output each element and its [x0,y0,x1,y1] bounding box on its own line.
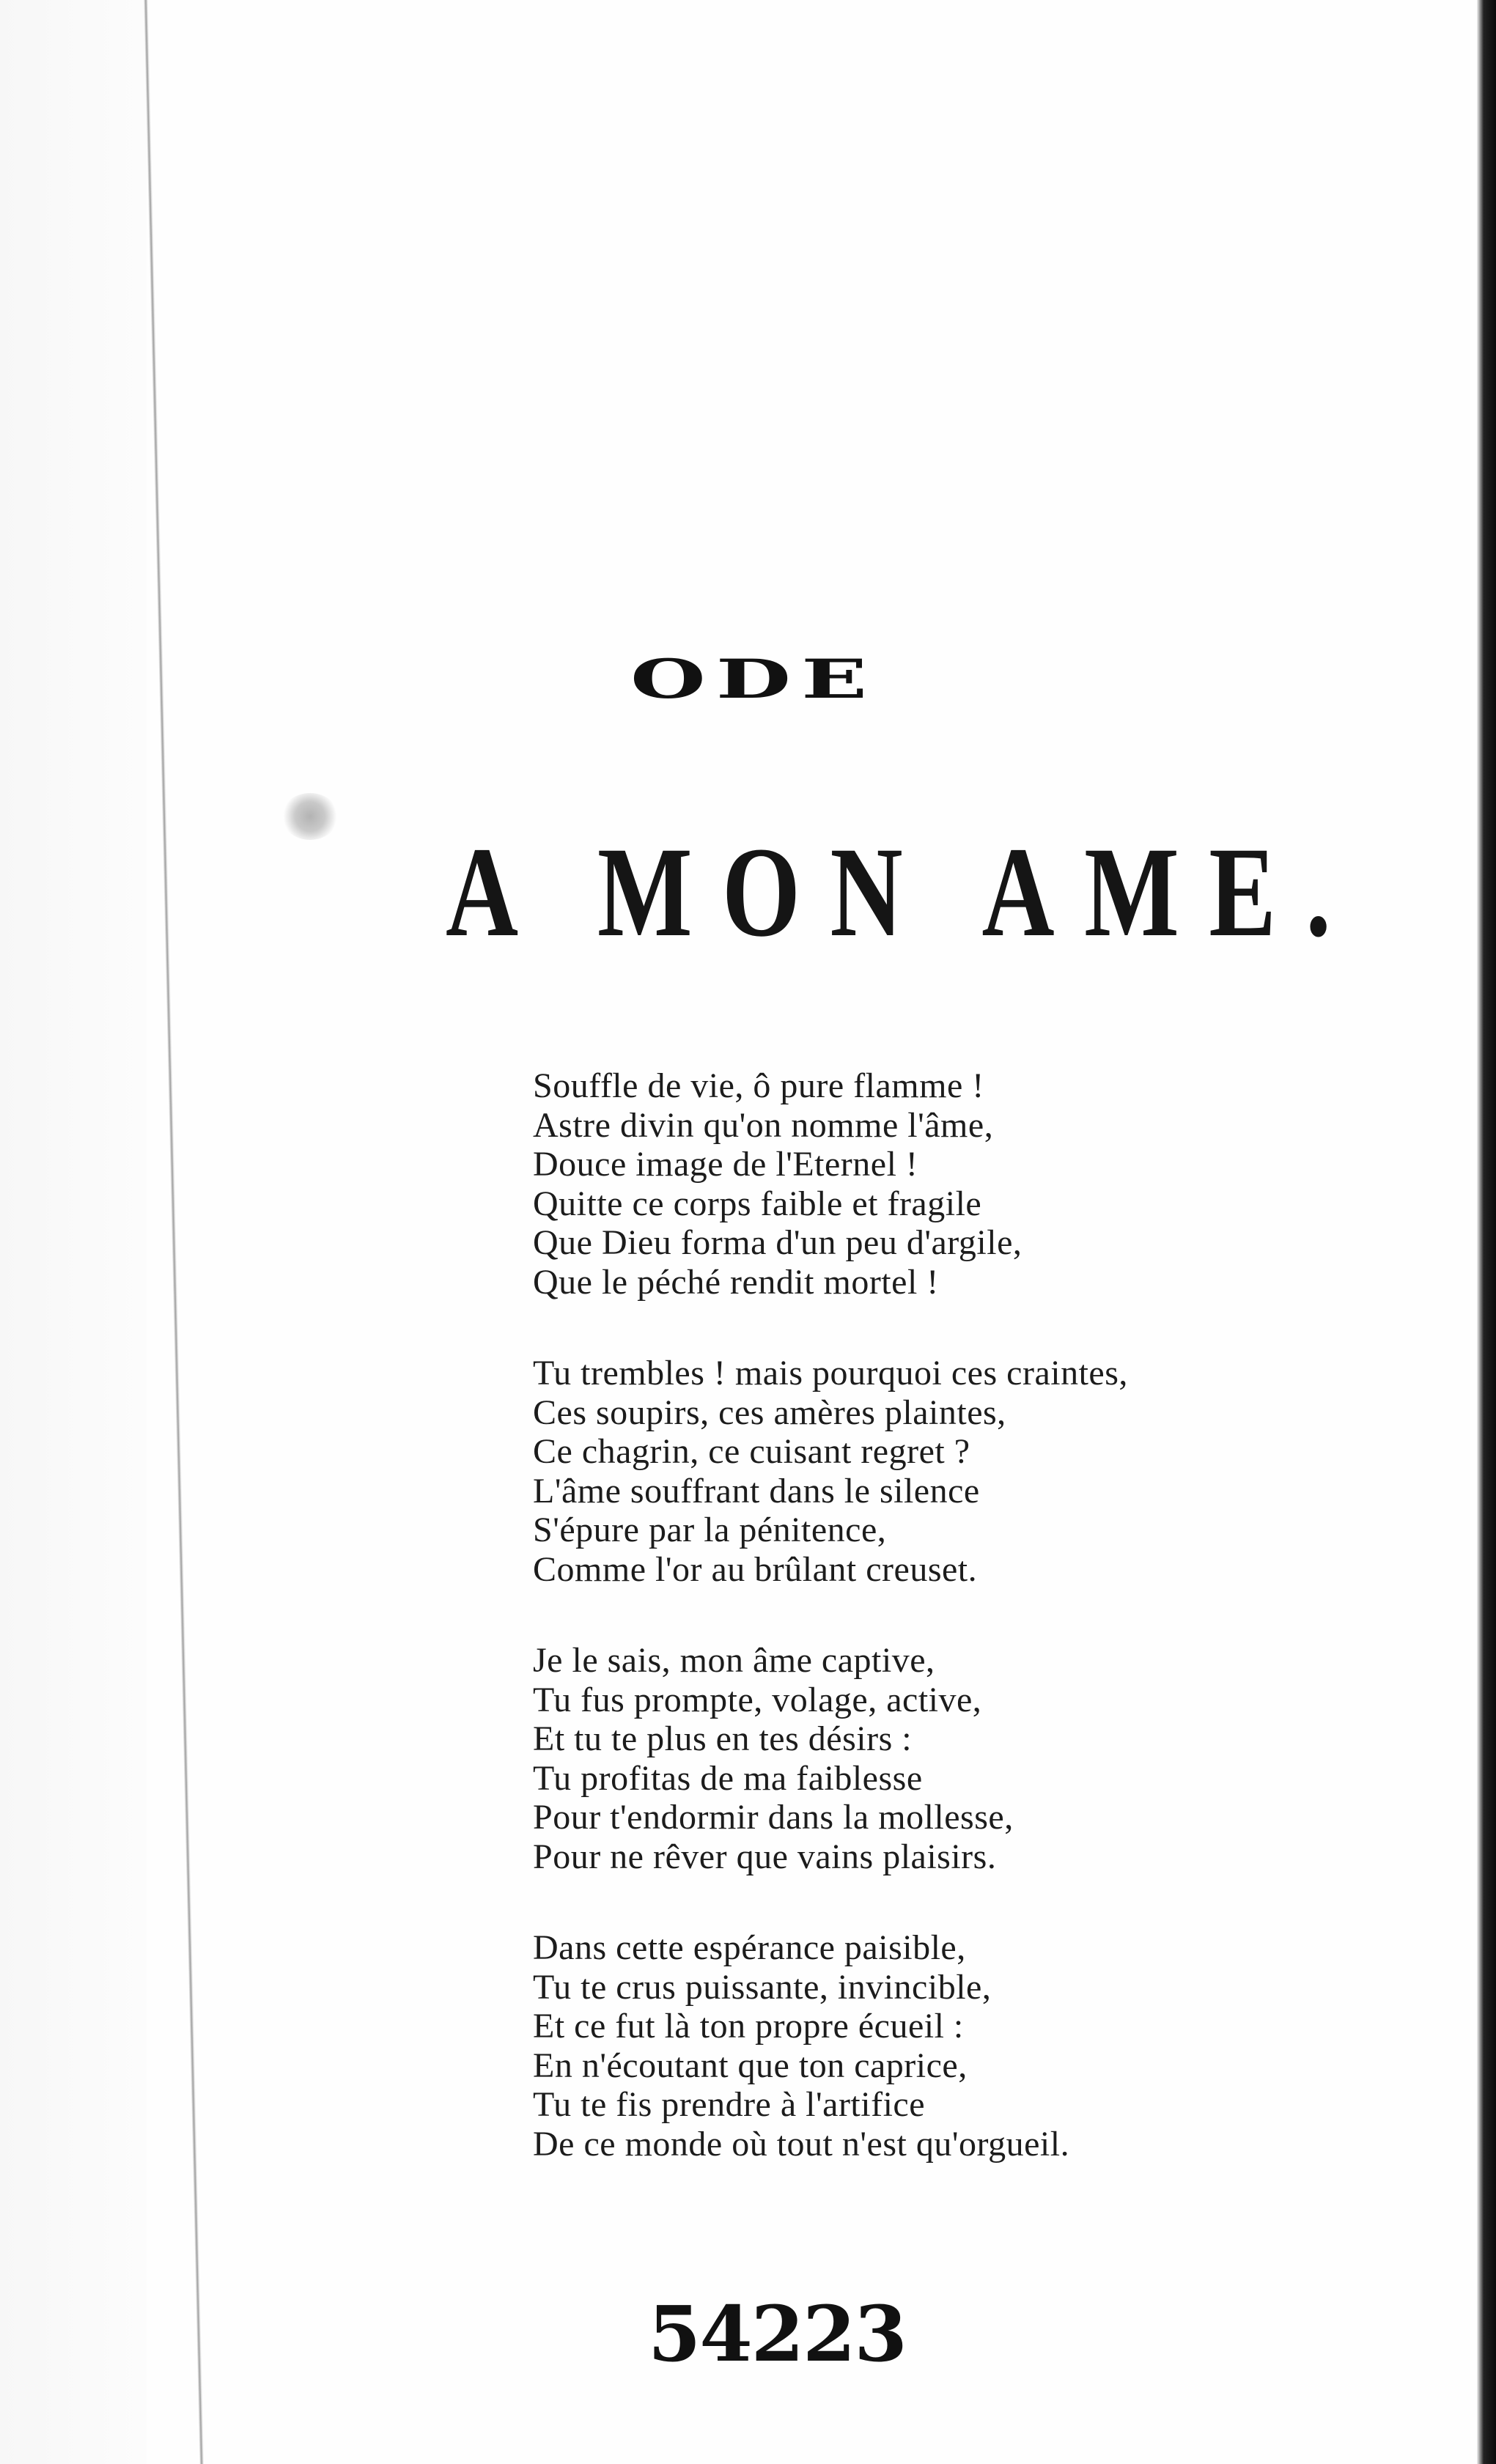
poem-line: En n'écoutant que ton caprice, [533,2046,968,2085]
stanza-1 [533,1066,1354,1302]
poem-body [533,1066,1354,2216]
poem-line: Douce image de l'Eternel ! [533,1145,918,1184]
poem-line: Pour t'endormir dans la mollesse, [533,1798,1014,1837]
poem-line: Tu fus prompte, volage, active, [533,1680,982,1719]
poem-line: Que Dieu forma d'un peu d'argile, [533,1223,1022,1262]
poem-line: S'épure par la pénitence, [533,1511,887,1549]
page-margin-left [0,0,147,2464]
page-number: 54223 [648,2289,906,2379]
poem-line: Tu trembles ! mais pourquoi ces craintes, [533,1354,1128,1393]
stanza-2 [533,1354,1354,1589]
title-main: A MON AME. [446,821,1361,964]
poem-line: Je le sais, mon âme captive, [533,1641,935,1680]
poem-line: De ce monde où tout n'est qu'orgueil. [533,2124,1070,2164]
poem-line: Que le péché rendit mortel ! [533,1262,939,1302]
poem-line: Ce chagrin, ce cuisant regret ? [533,1432,970,1471]
poem-line: Tu te fis prendre à l'artifice [533,2085,926,2124]
ink-smudge [281,793,339,840]
page-edge-shadow [1477,0,1496,2464]
title-ode: ODE [630,647,878,711]
stanza-4 [533,1928,1354,2164]
poem-line: Tu profitas de ma faiblesse [533,1758,923,1798]
poem-line: L'âme souffrant dans le silence [533,1471,980,1511]
poem-line: Dans cette espérance paisible, [533,1928,966,1967]
poem-line: Ces soupirs, ces amères plaintes, [533,1393,1006,1432]
poem-line: Comme l'or au brûlant creuset. [533,1549,978,1589]
poem-line: Tu te crus puissante, invincible, [533,1967,992,2007]
page-fold-line [144,0,204,2464]
poem-line: Pour ne rêver que vains plaisirs. [533,1837,997,1876]
poem-line: Souffle de vie, ô pure flamme ! [533,1066,984,1105]
poem-line: Quitte ce corps faible et fragile [533,1184,982,1223]
stanza-3 [533,1641,1354,1876]
poem-line: Et ce fut là ton propre écueil : [533,2007,964,2046]
poem-line: Et tu te plus en tes désirs : [533,1719,913,1758]
poem-line: Astre divin qu'on nomme l'âme, [533,1105,994,1145]
